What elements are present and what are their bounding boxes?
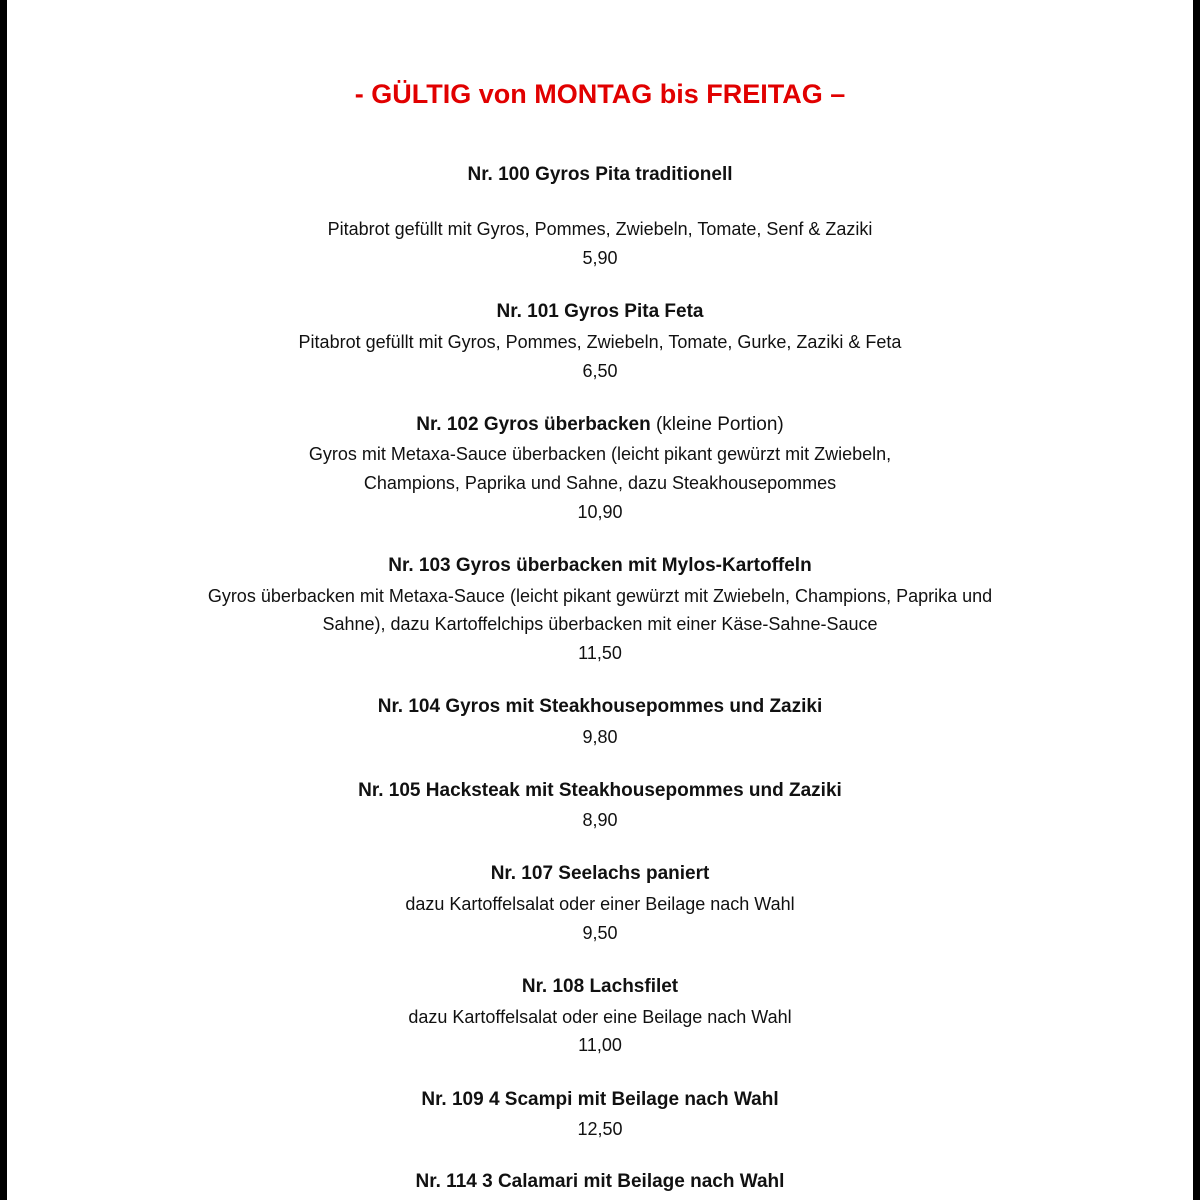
menu-item-title xyxy=(7,692,1193,722)
menu-heading: - GÜLTIG von MONTAG bis FREITAG – xyxy=(354,79,846,109)
menu-item-price: 12,50 xyxy=(577,1119,623,1139)
menu-item-price: 9,80 xyxy=(582,727,618,747)
item-title-text: Nr. 103 Gyros überbacken mit Mylos-Kartoffeln xyxy=(388,555,812,576)
menu-item-title xyxy=(7,776,1193,806)
menu-item-description: Gyros überbacken mit Metaxa-Sauce (leicht pikant gewürzt mit Zwiebeln, Champions, Paprika und xyxy=(207,586,993,606)
menu-item-description: Pitabrot gefüllt mit Gyros, Pommes, Zwiebeln, Tomate, Senf & Zaziki xyxy=(327,219,873,239)
menu-item-title xyxy=(7,859,1193,889)
menu-item-description: Pitabrot gefüllt mit Gyros, Pommes, Zwiebeln, Tomate, Gurke, Zaziki & Feta xyxy=(298,332,902,352)
menu-item-description: Gyros mit Metaxa-Sauce überbacken (leicht pikant gewürzt mit Zwiebeln, xyxy=(308,444,892,464)
item-title-text: Nr. 114 3 Calamari mit Beilage nach Wahl xyxy=(415,1171,785,1192)
item-title-note: (kleine Portion) xyxy=(650,414,784,435)
item-title-text: Nr. 102 Gyros überbacken xyxy=(416,414,651,435)
menu-item-description: Champions, Paprika und Sahne, dazu Steakhousepommes xyxy=(363,473,837,493)
item-title-text: Nr. 101 Gyros Pita Feta xyxy=(496,301,704,322)
menu-item-title xyxy=(7,160,1193,190)
menu-item-description: dazu Kartoffelsalat oder einer Beilage nach Wahl xyxy=(405,894,795,914)
menu-item-title xyxy=(7,551,1193,581)
menu-page xyxy=(7,0,1193,1200)
menu-item-price: 6,50 xyxy=(582,361,618,381)
menu-item-title xyxy=(7,1167,1193,1197)
menu-item-description: Sahne), dazu Kartoffelchips überbacken mit einer Käse-Sahne-Sauce xyxy=(322,614,878,634)
menu-item-title xyxy=(7,972,1193,1002)
menu-item-price: 5,90 xyxy=(582,248,618,268)
item-title-text: Nr. 105 Hacksteak mit Steakhousepommes und Zaziki xyxy=(358,780,842,801)
menu-item-price: 8,90 xyxy=(582,810,618,830)
item-title-text: Nr. 109 4 Scampi mit Beilage nach Wahl xyxy=(421,1089,779,1110)
item-title-text: Nr. 100 Gyros Pita traditionell xyxy=(467,164,733,185)
menu-item-price: 9,50 xyxy=(582,923,618,943)
menu-item-title xyxy=(7,297,1193,327)
menu-item-title xyxy=(7,410,1193,440)
menu-item-title xyxy=(7,1085,1193,1115)
item-title-text: Nr. 104 Gyros mit Steakhousepommes und Zaziki xyxy=(377,696,823,717)
menu-item-description: dazu Kartoffelsalat oder eine Beilage nach Wahl xyxy=(408,1007,792,1027)
menu-item-price: 10,90 xyxy=(577,502,623,522)
item-title-text: Nr. 107 Seelachs paniert xyxy=(490,863,710,884)
menu-item-price: 11,00 xyxy=(578,1035,622,1055)
menu-item-price: 11,50 xyxy=(578,643,622,663)
item-title-text: Nr. 108 Lachsfilet xyxy=(521,976,679,997)
